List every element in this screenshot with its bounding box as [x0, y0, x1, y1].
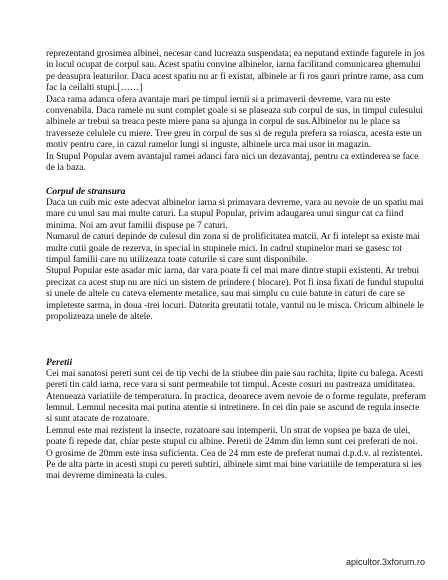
section-spacer [46, 323, 426, 357]
section-spacer [46, 174, 426, 186]
intro-paragraph-1: reprezentand grosimea albinei, necesar cand lucreaza suspendata; ea neputand extinde fagurele in jos in locul ocupat de corpul sau. Acest spatiu convine albinelor, iarna facilitand comunicarea ghemului pe deasupra leaturilor. Daca acest spatiu nu ar fi existat, albinele ar fi ros gauri printre rame, asa cum fac la ceilalti stupi.[……] [46, 49, 425, 94]
pereti-paragraph-2: Lemnul este mai rezistent la insecte, rozatoare sau intemperii. Un strat de vopsea pe baza de ulei, poate fi repede dat, chiar peste stupul cu albine. Peretii de 24mm din lemn sunt cei preferati de noi. [46, 425, 418, 448]
intro-paragraph-2: Daca rama adanca ofera avantaje mari pe timpul iernii si a primaverii devreme, vara nu este convenabila. Daca ramele nu sunt complet goale si se plaseaza sub corpul de sus, in timpul culesului albinele ar trebui sa treaca peste miere pana sa ajunga in corpul de sus.Albinelor nu le place sa traverseze celulele cu miere. Tree greu in corpul de sus si de regula prefera sa roiasca, acesta este un motiv pentru care, in cazul ramelor lungi si inguste, albinele urca mai usor in magazin. [46, 94, 423, 151]
forum-watermark [0, 557, 448, 568]
section-heading-corp: Corpul de stransura [46, 186, 126, 198]
pereti-paragraph-1: Cei mai sanatosi pereti sunt cei de tip vechi de la stiubee din paie sau rachita, lipite cu balega. Acesti pereti tin cald iarna, rece vara si sunt permeabile tot timpul. Aceste cosuri nu pastreaza umiditatea. Atenueaza variatiile de temperatura. In practica, deoarece avem nevoie de o forme regulate, preferam lemnul. Lemnul necesita mai putina atentie si intretinere. In cei din paie se ascund de regula insecte si sunt atacate de rozatoare. [46, 368, 426, 425]
corp-paragraph-1: Daca un cuib mic este adecvat albinelor iarna si primavara devreme, vara au nevoie de un spatiu mai mare cu unul sau mai multe caturi. La stupul Popular, privim adaugarea unui singur cat ca fiind minima. Noi am avut familii dispuse pe 7 caturi. [46, 197, 424, 231]
section-peretii [46, 357, 426, 482]
intro-paragraph-3: In Stupul Popular avem avantajul ramei adanci fara nici un dezavantaj, pentru ca extinderea se face de la baza. [46, 151, 419, 174]
document-body [46, 49, 426, 483]
pereti-paragraph-3: O grosime de 20mm este insa suficienta. Cea de 24 mm este de preferat numai d.p.d.v. al rezistentei. Pe de alta parte in acesti stupi cu pereti subtiri, albinele simt mai bine variatiile de temperatura si ies mai devreme dimineata la cules. [46, 448, 423, 482]
section-heading-pereti: Peretii [46, 357, 73, 369]
section-corpul-de-stransura [46, 186, 426, 323]
corp-paragraph-3: Stupul Popular este asadar mic iarna, dar vara poate fi cel mai mare dintre stupii existenti. Ar trebui precizat ca acest stup nu are nici un sistem de prindere ( blocare). Pot fi insa fixati de fundul stupului si unele de altele cu cateva elemente metalice, sau mai simplu cu cuie batute in caturi de care se impleteste sarma, in doua -trei locuri. Datorita greutatii totale, vantul nu le misca. Oricum albinele le propolizeaza unele de altele. [46, 266, 425, 322]
corp-paragraph-2: Numarul de caturi depinde de culesul din zona si de prolificitatea matcii. Ar fi intelept sa existe mai multe cutii goale de rezerva, in special in stupinele mici. In cadrul stupinelor mari se gasesc tot timpul familii care nu utilizeaza toate caturile si care sunt disponibile. [46, 232, 420, 265]
footer-site-label: apicultor.3xforum.ro [345, 557, 425, 567]
